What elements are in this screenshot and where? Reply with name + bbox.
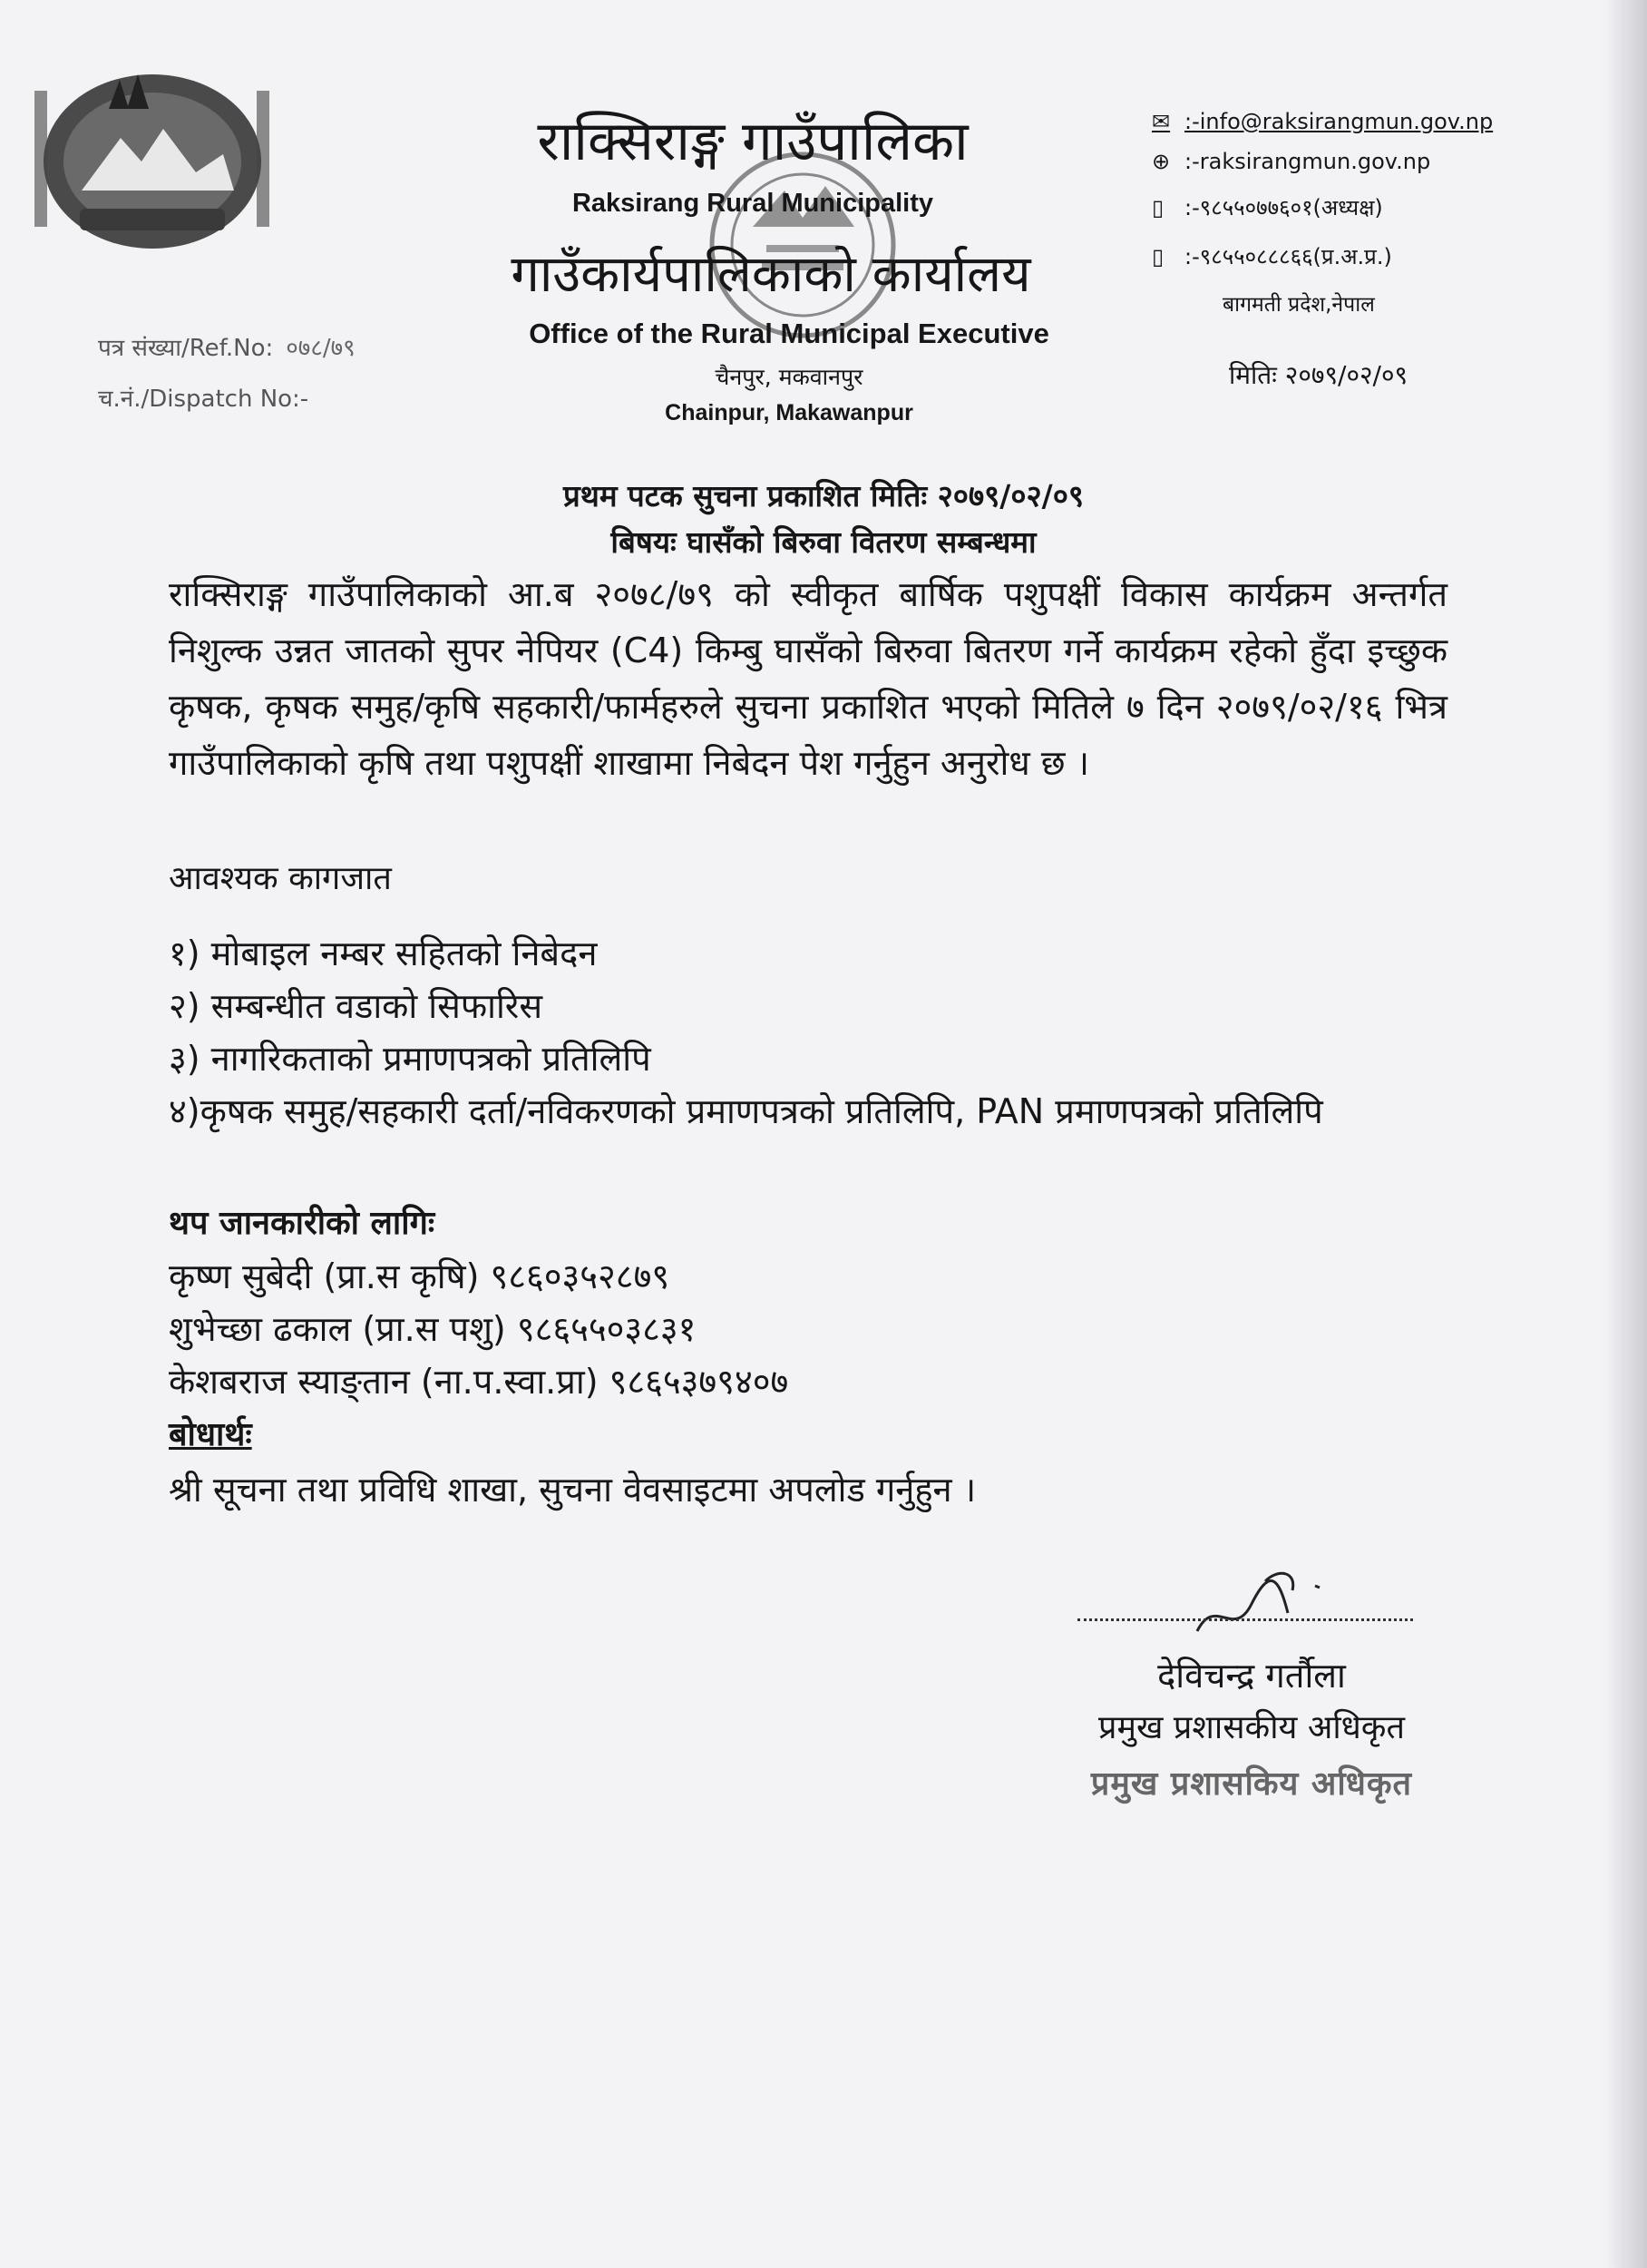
envelope-icon: ✉ (1152, 109, 1171, 134)
ref-number (98, 330, 356, 363)
list-item: ३) नागरिकताको प्रमाणपत्रको प्रतिलिपि (169, 1039, 651, 1079)
contact-phone-1 (1152, 192, 1383, 222)
list-item: २) सम्बन्धीत वडाको सिफारिस (169, 986, 543, 1026)
contact-email-text: :-info@raksirangmun.gov.np (1184, 109, 1494, 134)
list-item: कृष्ण सुबेदी (प्रा.स कृषि) ९८६०३५२८७९ (169, 1256, 670, 1296)
globe-icon: ⊕ (1152, 149, 1171, 174)
location-np: चैनपुर, मकवानपुर (715, 364, 863, 390)
handwritten-signature-icon (1179, 1559, 1342, 1649)
cc-text: श्री सूचना तथा प्रविधि शाखा, सुचना वेवसाइटमा अपलोड गर्नुहुन । (169, 1470, 977, 1510)
municipality-title-en: Raksirang Rural Municipality (571, 189, 934, 218)
contact-website[interactable] (1152, 149, 1430, 174)
mobile-phone-icon: ▯ (1152, 194, 1165, 220)
contact-persons-list (169, 1250, 788, 1408)
contact-website-text: :-raksirangmun.gov.np (1184, 149, 1431, 174)
mobile-phone-icon: ▯ (1152, 243, 1165, 269)
contact-phone-2 (1152, 241, 1392, 271)
contact-email[interactable] (1152, 109, 1493, 134)
province-text: बागमती प्रदेश,नेपाल (1223, 293, 1375, 317)
office-title-np: गाउँकार्यपालिकाको कार्यालय (511, 245, 1031, 304)
notice-body: राक्सिराङ्ग गाउँपालिकाको आ.ब २०७८/७९ को स्वीकृत बार्षिक पशुपक्षीं विकास कार्यक्रम अन्तर्गत निशुल्क उन्नत जातको सुपर नेपियर (C4) किम्बु घासँको बिरुवा बितरण गर्ने कार्यक्रम रहेको हुँदा इच्छुक कृषक, कृषक समुह/कृषि सहकारी/फार्महरुले सुचना प्रकाशित भएको मितिले ७ दिन २०७९/०२/१६ भित्र गाउँपालिकाको कृषि तथा पशुपक्षीं शाखामा निबेदन पेश गर्नुहुन अनुरोध छ । (169, 574, 1447, 783)
location-en: Chainpur, Makawanpur (665, 400, 913, 425)
nepal-emblem-icon (25, 54, 288, 263)
published-date-line: प्रथम पटक सुचना प्रकाशित मितिः २०७९/०२/०९ (562, 478, 1085, 513)
dispatch-number: च.नं./Dispatch No:- (98, 386, 309, 413)
signature-line (1077, 1618, 1413, 1621)
contact-phone-1-text: :-९८५५०७७६०१(अध्यक्ष) (1184, 195, 1383, 220)
letter-date: मितिः २०७९/०२/०९ (1229, 360, 1408, 390)
signatory-stamp: प्रमुख प्रशासकिय अधिकृत (1090, 1765, 1413, 1803)
signatory-name: देविचन्द्र गर्तौला (1157, 1656, 1346, 1696)
office-title-en: Office of the Rural Municipal Executive (529, 318, 1049, 349)
list-item: ४)कृषक समुह/सहकारी दर्ता/नविकरणको प्रमाणपत्रको प्रतिलिपि, PAN प्रमाणपत्रको प्रतिलिपि (169, 1091, 1323, 1131)
signatory-title: प्रमुख प्रशासकीय अधिकृत (1098, 1709, 1405, 1746)
ref-value: ०७८/७९ (286, 335, 356, 362)
municipality-title-np: राक्सिराङ्ग गाउँपालिका (537, 110, 969, 173)
list-item: शुभेच्छा ढकाल (प्रा.स पशु) ९८६५५०३८३१ (169, 1309, 697, 1349)
contact-phone-2-text: :-९८५५०८८८६६(प्र.अ.प्र.) (1184, 244, 1392, 269)
documents-list (169, 927, 1447, 1138)
more-info-heading: थप जानकारीको लागिः (169, 1205, 435, 1242)
list-item: १) मोबाइल नम्बर सहितको निबेदन (169, 934, 598, 973)
cc-heading: बोधार्थः (169, 1416, 252, 1453)
list-item: केशबराज स्याङ्तान (ना.प.स्वा.प्रा) ९८६५३७९४०७ (169, 1362, 789, 1402)
scan-edge-shadow (1605, 0, 1647, 2268)
subject-line: बिषयः घासँको बिरुवा वितरण सम्बन्धमा (610, 524, 1037, 560)
documents-heading: आवश्यक कागजात (169, 860, 392, 897)
ref-label: पत्र संख्या/Ref.No: (98, 335, 274, 362)
